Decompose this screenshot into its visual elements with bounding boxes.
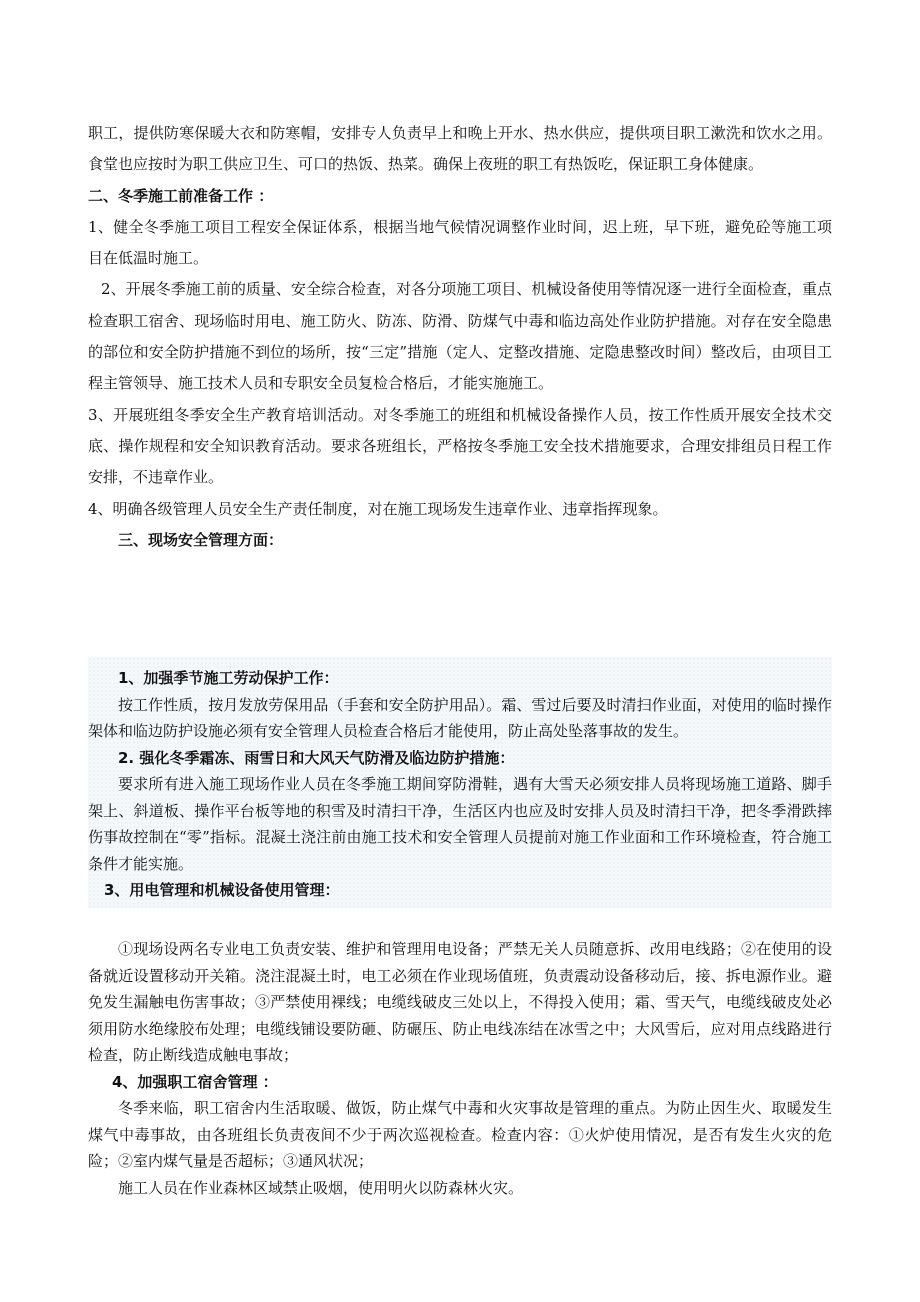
subsection-body-3: ①现场设两名专业电工负责安装、维护和管理用电设备；严禁无关人员随意拆、改用电线路；②在使用的设备就近设置移动开关箱。浇注混凝土时，电工必须在作业现场值班，负责震动设备移动后，接、拆电源作业。避免发生漏触电伤害事故；③严禁使用裸线；电缆线破皮三处以上，不得投入使用；霜、雪天气，电缆线破皮处必须用防水绝缘胶布处理；电缆线铺设要防砸、防碾压、防止电线冻结在冰雪之中；大风雪后，应对用点线路进行检查，防止断线造成触电事故；: [88, 940, 832, 1064]
section-heading-2: 二、冬季施工前准备工作 ：: [88, 186, 274, 205]
intro-paragraph: 职工，提供防寒保暖大衣和防寒帽，安排专人负责早上和晚上开水、热水供应，提供项目职工漱洗和饮水之用。食堂也应按时为职工供应卫生、可口的热饭、热菜。确保上夜班的职工有热饭吃，保证职工身体健康。: [88, 124, 832, 174]
subsection-title-1: 1、加强季节施工劳动保护工作：: [118, 669, 339, 687]
section-heading-3: 三、现场安全管理方面：: [118, 530, 284, 549]
closing-note: 施工人员在作业森林区域禁止吸烟，使用明火以防森林火灾。: [118, 1178, 524, 1197]
subsection-title-4: 4、加强职工宿舍管理 ：: [112, 1072, 278, 1091]
lower-section: [88, 936, 832, 1201]
subsection-body-4: 冬季来临，职工宿舍内生活取暖、做饭，防止煤气中毒和火灾事故是管理的重点。为防止因生火、取暖发生煤气中毒事故，由各班组长负责夜间不少于两次巡视检查。检查内容：①火炉使用情况，是否有发生火灾的危险；②室内煤气量是否超标；③通风状况；: [88, 1099, 832, 1170]
subsection-title-3: 3、用电管理和机械设备使用管理：: [104, 881, 340, 899]
list-item-4: 4、明确各级管理人员安全生产责任制度，对在施工现场发生违章作业、违章指挥现象。: [88, 499, 668, 518]
subsection-body-1: 按工作性质，按月发放劳保用品（手套和安全防护用品）。霜、雪过后要及时清扫作业面，对使用的临时操作架体和临边防护设施必须有安全管理人员检查合格后才能使用，防止高处坠落事故的发生。: [88, 695, 832, 740]
shaded-block: [88, 657, 832, 908]
list-item-3: 3、开展班组冬季安全生产教育培训活动。对冬季施工的班组和机械设备操作人员，按工作性质开展安全技术交底、操作规程和安全知识教育活动。要求各班组长，严格按冬季施工安全技术措施要求，合理安排组员日程工作安排，不违章作业。: [88, 405, 832, 487]
upper-section: [88, 118, 832, 556]
list-item-1: 1、健全冬季施工项目工程安全保证体系，根据当地气候情况调整作业时间，迟上班，早下班，避免砼等施工项目在低温时施工。: [88, 217, 832, 268]
list-item-2: 2、开展冬季施工前的质量、安全综合检查，对各分项施工项目、机械设备使用等情况逐一进行全面检查，重点检查职工宿舍、现场临时用电、施工防火、防冻、防滑、防煤气中毒和临边高处作业防护措施。对存在安全隐患的部位和安全防护措施不到位的场所，按“三定”措施（定人、定整改措施、定隐患整改时间）整改后，由项目工程主管领导、施工技术人员和专职安全员复检合格后，才能实施施工。: [88, 280, 832, 393]
subsection-title-2: 2. 强化冬季霜冻、雨雪日和大风天气防滑及临边防护措施：: [118, 748, 515, 767]
subsection-body-2: 要求所有进入施工现场作业人员在冬季施工期间穿防滑鞋，遇有大雪天必须安排人员将现场施工道路、脚手架上、斜道板、操作平台板等地的积雪及时清扫干净，生活区内也应及时安排人员及时清扫干净，把冬季滑跌摔伤事故控制在“零”指标。混凝土浇注前由施工技术和安全管理人员提前对施工作业面和工作环境检查，符合施工条件才能实施。: [88, 775, 832, 873]
